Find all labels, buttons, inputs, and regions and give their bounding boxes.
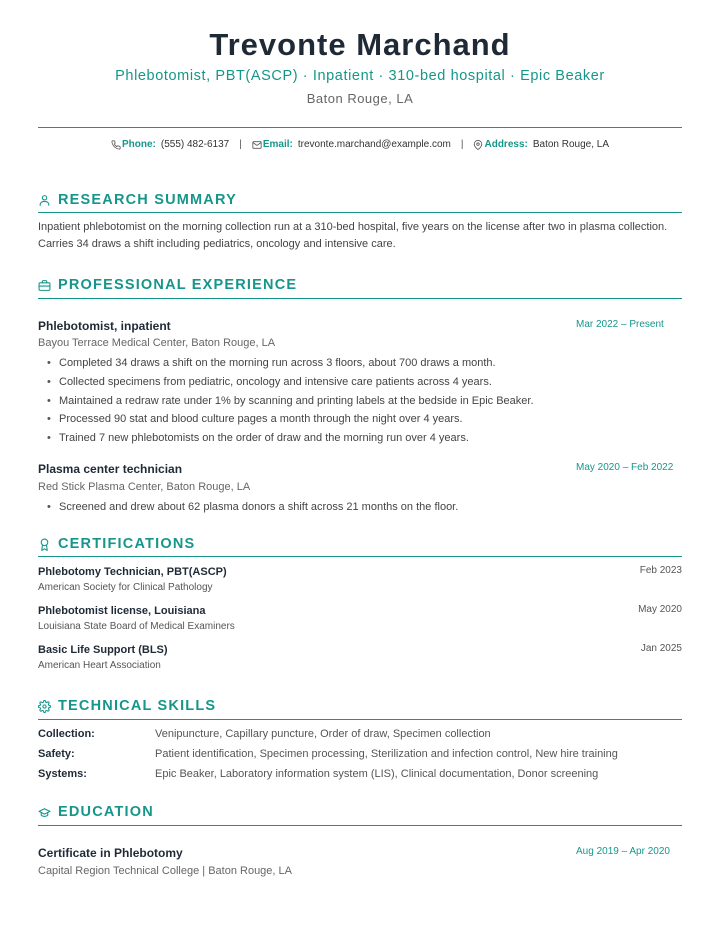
header-divider	[38, 127, 682, 128]
email-label: Email:	[262, 138, 293, 150]
section-divider	[38, 719, 682, 720]
contact-phone	[111, 138, 229, 150]
skill-label: Safety:	[38, 748, 75, 760]
list-item: • Trained 7 new phlebotomists on the order of draw and the morning run over 4 years.	[47, 431, 534, 450]
section-header	[38, 190, 682, 210]
candidate-name: Trevonte Marchand	[209, 27, 511, 62]
address-label: Address:	[484, 138, 528, 150]
section-header	[38, 275, 682, 295]
section-header	[38, 696, 682, 716]
briefcase-icon	[38, 279, 51, 292]
education-section	[38, 802, 682, 877]
job-organization: Red Stick Plasma Center, Baton Rouge, LA	[38, 481, 251, 493]
skill-label: Systems:	[38, 768, 87, 780]
section-header	[38, 802, 682, 822]
education-institution: Capital Region Technical College | Baton Rouge, LA	[38, 865, 292, 877]
job-bullets	[47, 356, 534, 450]
skill-label: Collection:	[38, 728, 95, 740]
section-divider	[38, 556, 682, 557]
phone-value[interactable]: (555) 482-6137	[160, 138, 230, 150]
list-item: • Collected specimens from pediatric, oncology and intensive care patients across 4 years.	[47, 375, 534, 394]
section-divider	[38, 212, 682, 213]
contact-email	[252, 138, 451, 150]
skill-value: Epic Beaker, Laboratory information system (LIS), Clinical documentation, Donor screening	[155, 768, 599, 780]
section-title: PROFESSIONAL EXPERIENCE	[58, 277, 298, 293]
summary-text: Inpatient phlebotomist on the morning collection run at a 310-bed hospital, five years on the license after two in plasma collection. Carries 34 draws a shift including pediatrics, oncology and intensive care.	[38, 221, 668, 250]
person-icon	[38, 194, 51, 207]
job-organization: Bayou Terrace Medical Center, Baton Rouge, LA	[38, 337, 276, 349]
section-divider	[38, 825, 682, 826]
contact-separator: |	[460, 138, 464, 150]
experience-section	[38, 275, 682, 513]
job-dates: May 2020 – Feb 2022	[576, 462, 674, 473]
graduation-cap-icon	[38, 806, 51, 819]
address-value: Baton Rouge, LA	[532, 138, 610, 150]
section-divider	[38, 298, 682, 299]
cert-issuer: Louisiana State Board of Medical Examiners	[38, 621, 235, 632]
cert-name: Phlebotomist license, Louisiana	[38, 605, 206, 617]
email-value[interactable]: trevonte.marchand@example.com	[297, 138, 451, 150]
education-degree: Certificate in Phlebotomy	[38, 846, 183, 860]
cert-date: Jan 2025	[640, 643, 682, 654]
section-title: EDUCATION	[58, 804, 154, 820]
phone-icon	[111, 140, 121, 150]
cert-name: Phlebotomy Technician, PBT(ASCP)	[38, 566, 227, 578]
summary-section	[38, 190, 682, 250]
location-icon	[473, 140, 483, 150]
phone-label: Phone:	[121, 138, 156, 150]
section-title: CERTIFICATIONS	[58, 536, 196, 552]
contact-bar	[38, 138, 682, 150]
award-icon	[38, 538, 51, 551]
list-item: • Screened and drew about 62 plasma donors a shift across 21 months on the floor.	[47, 500, 458, 519]
job-title: Plasma center technician	[38, 462, 183, 476]
cert-name: Basic Life Support (BLS)	[38, 644, 168, 656]
job-bullets	[47, 500, 458, 519]
gear-icon	[38, 700, 51, 713]
cert-date: Feb 2023	[639, 565, 682, 576]
cert-issuer: American Society for Clinical Pathology	[38, 582, 213, 593]
cert-date: May 2020	[638, 604, 682, 615]
contact-separator: |	[239, 138, 242, 150]
education-dates: Aug 2019 – Apr 2020	[576, 846, 670, 857]
job-dates: Mar 2022 – Present	[576, 319, 664, 330]
cert-issuer: American Heart Association	[38, 660, 161, 671]
list-item: • Processed 90 stat and blood culture pages a month through the night over 4 years.	[47, 412, 534, 431]
contact-address	[473, 138, 609, 150]
skill-value: Venipuncture, Capillary puncture, Order of draw, Specimen collection	[155, 728, 491, 740]
skill-value: Patient identification, Specimen processing, Sterilization and infection control, New hire training	[155, 748, 618, 760]
job-title: Phlebotomist, inpatient	[38, 319, 171, 333]
list-item: • Completed 34 draws a shift on the morning run across 3 floors, about 700 draws a month.	[47, 356, 534, 375]
section-title: TECHNICAL SKILLS	[58, 698, 217, 714]
list-item: • Maintained a redraw rate under 1% by scanning and printing labels at the bedside in Epic Beaker.	[47, 394, 534, 413]
header-location: Baton Rouge, LA	[306, 91, 414, 106]
section-title: RESEARCH SUMMARY	[58, 192, 237, 208]
section-header	[38, 534, 682, 554]
headline: Phlebotomist, PBT(ASCP) · Inpatient · 310-bed hospital · Epic Beaker	[115, 68, 605, 84]
certifications-section	[38, 534, 682, 671]
skills-section	[38, 696, 682, 780]
email-icon	[252, 140, 262, 150]
